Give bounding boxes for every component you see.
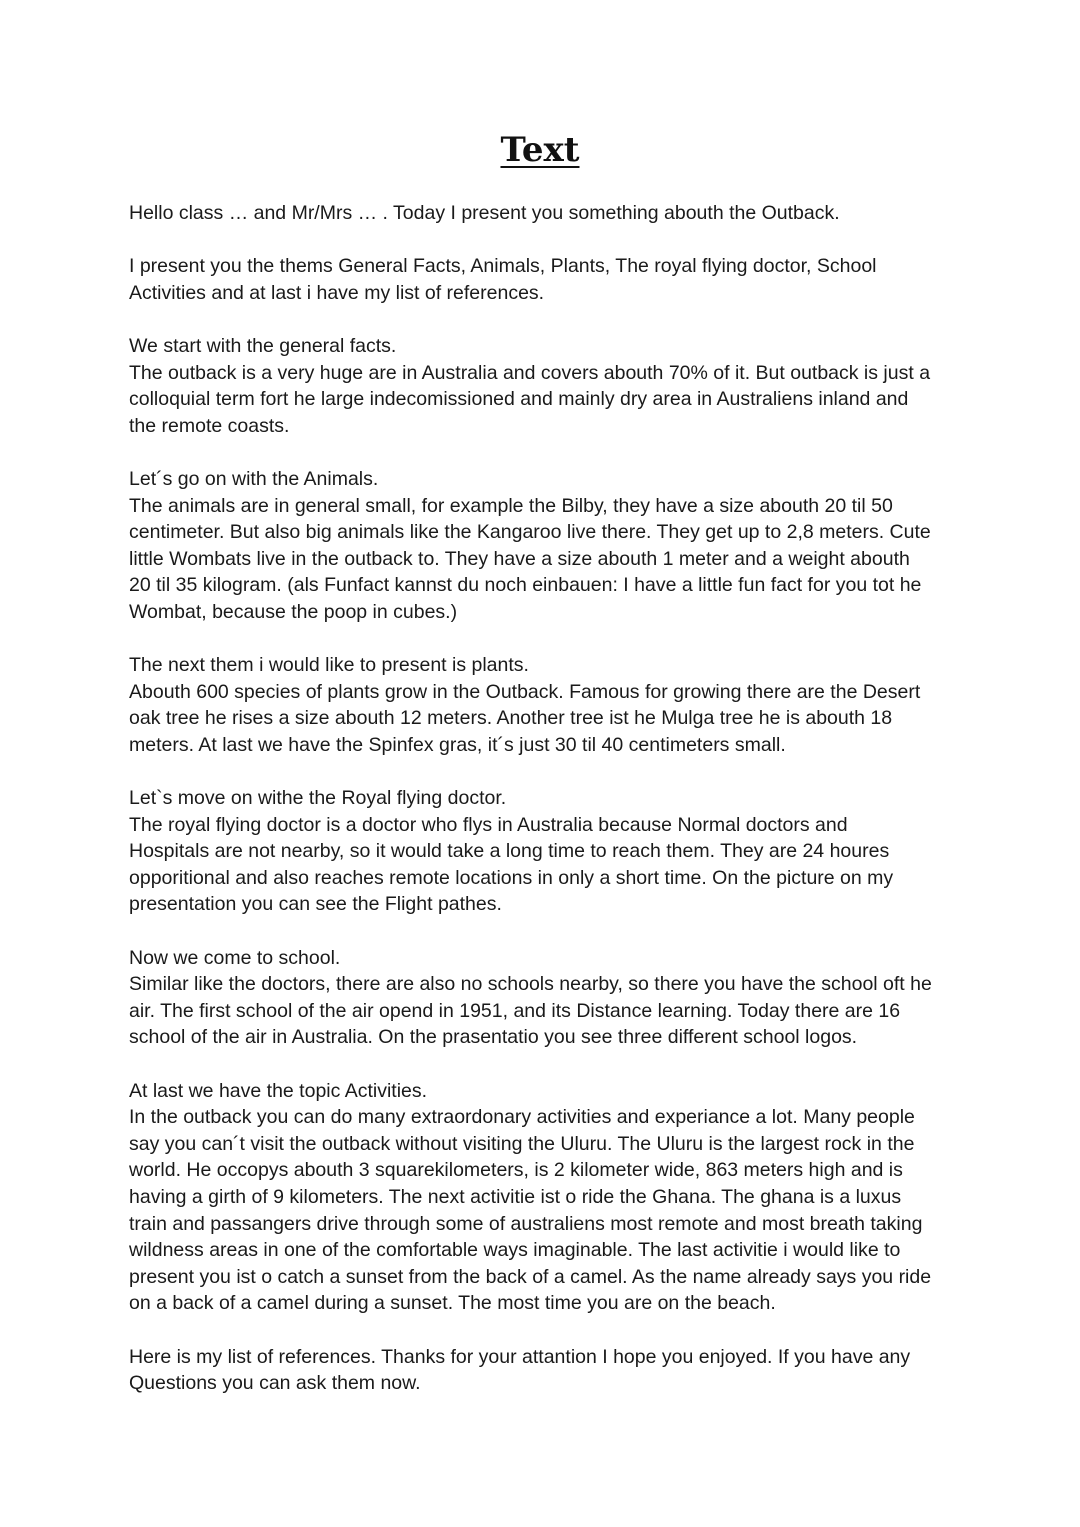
text-line: The animals are in general small, for example the Bilby, they have a size abouth 20 til 50 bbox=[129, 494, 893, 517]
text-line: on a back of a camel during a sunset. The most time you are on the beach. bbox=[129, 1292, 776, 1315]
text-line: Activities and at last i have my list of references. bbox=[129, 281, 545, 304]
paragraph bbox=[129, 945, 965, 1051]
text-line: Hello class … and Mr/Mrs … . Today I present you something abouth the Outback. bbox=[129, 202, 840, 224]
paragraph bbox=[129, 1078, 965, 1317]
text-line: Hospitals are not nearby, so it would take a long time to reach them. They are 24 houres bbox=[129, 840, 890, 863]
paragraph bbox=[129, 1344, 965, 1397]
text-line: wildness areas in one of the comfortable ways imaginable. The last activitie i would like to bbox=[129, 1239, 901, 1262]
text-line: world. He occopys abouth 3 squarekilometers, is 2 kilometer wide, 863 meters high and is bbox=[129, 1159, 903, 1182]
paragraph bbox=[129, 466, 965, 626]
text-line: colloquial term fort he large indecomissioned and mainly dry area in Australiens inland and bbox=[129, 388, 909, 411]
text-line: having a girth of 9 kilometers. The next activitie ist o ride the Ghana. The ghana is a luxus bbox=[129, 1185, 902, 1208]
text-line: Abouth 600 species of plants grow in the Outback. Famous for growing there are the Desert bbox=[129, 680, 921, 703]
text-line: present you ist o catch a sunset from the back of a camel. As the name already says you ride bbox=[129, 1265, 932, 1288]
text-line: Let´s go on with the Animals. bbox=[129, 467, 379, 490]
text-line: The outback is a very huge are in Australia and covers abouth 70% of it. But outback is just a bbox=[129, 361, 931, 384]
text-line: In the outback you can do many extraordonary activities and experiance a lot. Many people bbox=[129, 1106, 915, 1129]
text-line: the remote coasts. bbox=[129, 414, 290, 437]
text-line: presentation you can see the Flight pathes. bbox=[129, 893, 502, 916]
text-line: Let`s move on withe the Royal flying doctor. bbox=[129, 787, 507, 810]
text-line: train and passangers drive through some of australiens most remote and most breath taking bbox=[129, 1212, 923, 1235]
text-line: Similar like the doctors, there are also no schools nearby, so there you have the school oft he bbox=[129, 973, 932, 996]
text-line: The next them i would like to present is plants. bbox=[129, 654, 529, 677]
document-title bbox=[0, 128, 1080, 172]
paragraph bbox=[129, 333, 965, 439]
text-line: We start with the general facts. bbox=[129, 334, 397, 357]
paragraph bbox=[129, 253, 965, 306]
text-line: The royal flying doctor is a doctor who flys in Australia because Normal doctors and bbox=[129, 813, 848, 836]
text-line: school of the air in Australia. On the prasentatio you see three different school logos. bbox=[129, 1026, 858, 1049]
text-line: centimeter. But also big animals like the Kangaroo live there. They get up to 2,8 meters. Cute bbox=[129, 521, 931, 544]
text-line: meters. At last we have the Spinfex gras, it´s just 30 til 40 centimeters small. bbox=[129, 733, 786, 756]
text-line: opporitional and also reaches remote locations in only a short time. On the picture on my bbox=[129, 866, 894, 889]
paragraph bbox=[129, 200, 965, 227]
text-line: At last we have the topic Activities. bbox=[129, 1079, 428, 1102]
text-line: I present you the thems General Facts, Animals, Plants, The royal flying doctor, School bbox=[129, 255, 877, 278]
text-line: Here is my list of references. Thanks for your attantion I hope you enjoyed. If you have any bbox=[129, 1345, 911, 1368]
text-line: oak tree he rises a size abouth 12 meters. Another tree ist he Mulga tree he is abouth 18 bbox=[129, 707, 893, 730]
paragraph bbox=[129, 652, 965, 758]
text-line: say you can´t visit the outback without visiting the Uluru. The Uluru is the largest rock in the bbox=[129, 1132, 915, 1155]
text-line: air. The first school of the air opend in 1951, and its Distance learning. Today there are 16 bbox=[129, 999, 901, 1022]
text-line: Now we come to school. bbox=[129, 946, 341, 969]
text-line: 20 til 35 kilogram. (als Funfact kannst du noch einbauen: I have a little fun fact for you tot he bbox=[129, 574, 922, 597]
text-line: Questions you can ask them now. bbox=[129, 1372, 421, 1395]
text-line: little Wombats live in the outback to. They have a size abouth 1 meter and a weight abouth bbox=[129, 547, 910, 570]
text-line: Wombat, because the poop in cubes.) bbox=[129, 600, 458, 623]
document-body bbox=[129, 200, 965, 1423]
paragraph bbox=[129, 785, 965, 918]
title-text: Text bbox=[500, 130, 580, 170]
